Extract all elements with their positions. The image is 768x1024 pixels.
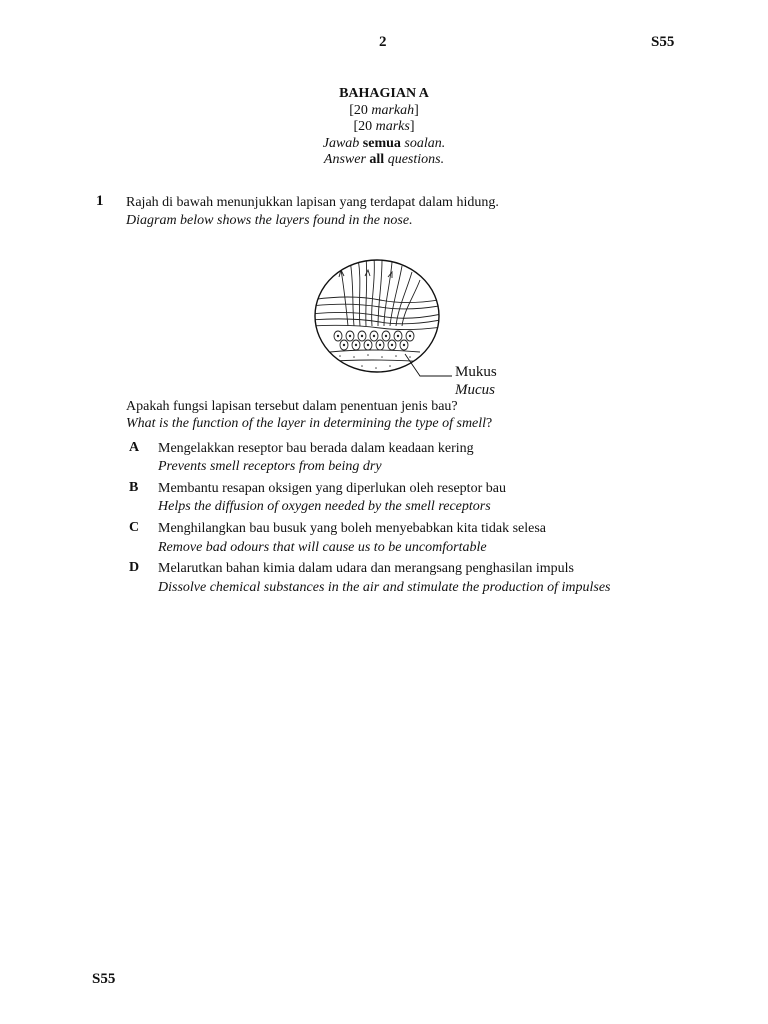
diagram-label-malay: Mukus: [455, 364, 497, 380]
option-d-english: Dissolve chemical substances in the air and stimulate the production of impulses: [158, 580, 611, 595]
question-stem-english: Diagram below shows the layers found in the nose.: [126, 213, 413, 228]
option-a-malay: Mengelakkan reseptor bau berada dalam keadaan kering: [158, 441, 474, 456]
option-c-malay: Menghilangkan bau busuk yang boleh menyebabkan kita tidak selesa: [158, 521, 547, 536]
instruction-malay: Jawab semua soalan.: [322, 135, 446, 151]
option-b-malay: Membantu resapan oksigen yang diperlukan oleh reseptor bau: [158, 481, 506, 496]
option-d-letter: D: [129, 560, 140, 575]
diagram-label-english: Mucus: [455, 382, 495, 398]
question-number: 1: [96, 193, 104, 209]
option-c-letter: C: [129, 520, 140, 535]
question-ask-malay: Apakah fungsi lapisan tersebut dalam penentuan jenis bau?: [126, 399, 458, 414]
marks-english: [20 marks]: [353, 119, 415, 134]
paper-code-footer: S55: [92, 971, 116, 987]
question-ask-english: What is the function of the layer in determining the type of smell?: [126, 416, 493, 431]
option-b-english: Helps the diffusion of oxygen needed by the smell receptors: [158, 499, 491, 514]
question-stem-malay: Rajah di bawah menunjukkan lapisan yang terdapat dalam hidung.: [126, 195, 499, 210]
instruction-english: Answer all questions.: [323, 152, 445, 167]
option-c-english: Remove bad odours that will cause us to be uncomfortable: [158, 540, 487, 555]
option-d-malay: Melarutkan bahan kimia dalam udara dan merangsang penghasilan impuls: [158, 561, 574, 576]
section-title: BAHAGIAN A: [339, 86, 429, 101]
paper-code-header: S55: [651, 34, 675, 50]
section-header: [0, 86, 768, 169]
marks-malay: [20 markah]: [349, 102, 419, 118]
option-b-letter: B: [129, 480, 139, 495]
page-number: 2: [379, 34, 387, 50]
option-a-letter: A: [129, 440, 140, 455]
option-a-english: Prevents smell receptors from being dry: [158, 459, 382, 474]
